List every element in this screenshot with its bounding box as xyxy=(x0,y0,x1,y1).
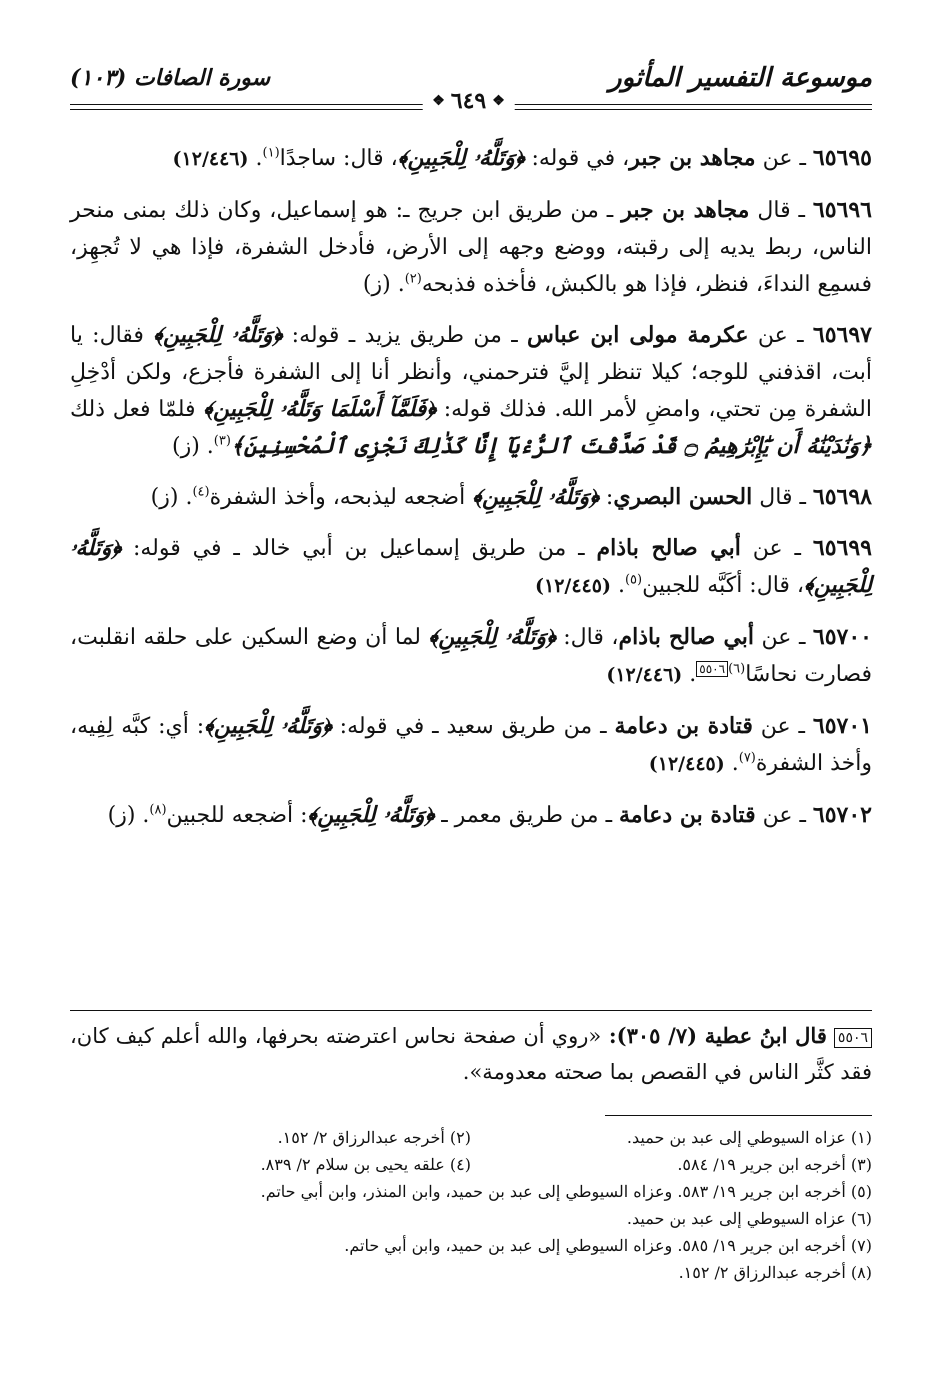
narrator-name: قتادة بن دعامة xyxy=(619,802,756,828)
footnote-row xyxy=(70,1151,872,1178)
entry-number: ٦٥٦٩٦ xyxy=(812,197,872,223)
footnote-row xyxy=(70,1124,872,1151)
main-text xyxy=(70,140,872,848)
footnote: (٦) عزاه السيوطي إلى عبد بن حميد. xyxy=(626,1209,872,1228)
entry-text: ، في قوله: xyxy=(524,146,630,171)
entry-text: أضجعه ليذبحه، وأخذ الشفرة xyxy=(209,485,473,510)
quran-verse: ﴿وَتَلَّهُۥ لِلْجَبِينِ﴾ xyxy=(472,484,599,510)
volume-page-ref: (١٢/٤٤٦) xyxy=(172,148,249,170)
entry-number: ٦٥٧٠٠ xyxy=(812,624,872,650)
volume-page-ref: (١٢/٤٤٦) xyxy=(606,664,683,686)
narration-entry xyxy=(70,619,872,694)
surah-title: سورة الصافات (١٠٣) xyxy=(70,65,271,91)
commentary-box-ref: ٥٥٠٦ xyxy=(696,661,728,677)
entry-text: ، قال: أكَبَّه للجبين xyxy=(642,573,805,598)
footnote-marker: (١) xyxy=(262,145,280,161)
entry-text: . (ز) xyxy=(150,485,193,510)
quran-verse: ﴿وَنَٰدَيْنَٰهُ أَن يَٰٓإِبْرَٰهِيمُ ۝ قَدْ صَدَّقْتَ ٱلرُّءْيَآ إِنَّا كَذَٰلِكَ نَجْزِى ٱلْمُحْسِنِينَ﴾ xyxy=(230,433,872,459)
footnote: (٨) أخرجه عبدالرزاق ٢/ ١٥٢. xyxy=(678,1263,872,1282)
narration-entry xyxy=(70,317,872,465)
narrator-name: أبي صالح باذام xyxy=(618,624,755,650)
narrator-name: أبي صالح باذام xyxy=(596,535,741,561)
commentary-ref: (٧/ ٣٠٥): xyxy=(601,1023,705,1048)
quran-verse: ﴿فَلَمَّآ أَسْلَمَا وَتَلَّهُۥ لِلْجَبِينِ﴾ xyxy=(203,396,436,422)
footnotes xyxy=(70,1124,872,1286)
entry-number: ٦٥٦٩٥ xyxy=(812,145,872,171)
ornament-icon: ❖ xyxy=(432,93,445,109)
entry-text: فقال: يا أبت، اقذفني للوجه؛ كيلا تنظر إليَّ فترحمني، وأنظر أنا إلى الشفرة فأجزع، ولكن أدْخِلِ الشفرة مِن تحتي، وامضِ لأمر الله. فذلك قوله: xyxy=(70,323,872,422)
footnote: (٣) أخرجه ابن جرير ١٩/ ٥٨٤. xyxy=(677,1155,872,1174)
commentary-separator xyxy=(70,1010,872,1011)
quran-verse: ﴿وَتَلَّهُۥ لِلْجَبِينِ﴾ xyxy=(153,322,283,348)
footnote-marker: (٤) xyxy=(192,484,210,500)
footnote-row xyxy=(70,1178,872,1205)
entry-text: : xyxy=(598,485,614,510)
footnote: (١) عزاه السيوطي إلى عبد بن حميد. xyxy=(626,1128,872,1147)
entry-text: : أضجعه للجبين xyxy=(166,803,308,828)
entry-text: ـ عن xyxy=(755,146,813,171)
entry-text: ـ من طريق إسماعيل بن أبي خالد ـ في قوله: xyxy=(121,536,597,561)
entry-text: ـ عن xyxy=(752,714,813,739)
footnote-marker: (٣) xyxy=(213,433,231,449)
commentary-box-number: ٥٥٠٦ xyxy=(834,1028,872,1048)
footnote: (٥) أخرجه ابن جرير ١٩/ ٥٨٣. وعزاه السيوطي إلى عبد بن حميد، وابن المنذر، وابن أبي حاتم. xyxy=(260,1182,872,1201)
entry-number: ٦٥٦٩٧ xyxy=(812,322,872,348)
quran-verse: ﴿وَتَلَّهُۥ لِلْجَبِينِ﴾ xyxy=(204,713,332,739)
page-number-box xyxy=(422,88,515,114)
narration-entry xyxy=(70,140,872,178)
commentary-lead: قال ابنُ عطية xyxy=(704,1023,827,1048)
footnote-separator xyxy=(605,1115,872,1116)
quran-verse: ﴿وَتَلَّهُۥ لِلْجَبِينِ﴾ xyxy=(307,802,435,828)
entry-text: . xyxy=(724,751,739,776)
narration-entry xyxy=(70,708,872,783)
footnote-marker: (٨) xyxy=(149,802,167,818)
book-title: موسوعة التفسير المأثور xyxy=(609,63,872,93)
footnote: (٤) علقه يحيى بن سلام ٢/ ٨٣٩. xyxy=(260,1155,471,1174)
commentary xyxy=(70,1018,872,1090)
entry-text: ـ عن xyxy=(748,323,813,348)
footnote-marker: (٢) xyxy=(404,271,422,287)
entry-text: . xyxy=(682,662,697,687)
narration-entry xyxy=(70,797,872,834)
entry-text: . xyxy=(248,146,263,171)
entry-number: ٦٥٧٠٢ xyxy=(812,802,872,828)
narrator-name: عكرمة مولى ابن عباس xyxy=(527,322,749,348)
narrator-name: قتادة بن دعامة xyxy=(614,713,753,739)
entry-text: ـ قال xyxy=(749,198,813,223)
footnote-marker: (٦) xyxy=(728,661,746,677)
narrator-name: مجاهد بن جبر xyxy=(621,197,750,223)
entry-text: . xyxy=(610,573,625,598)
footnote-row xyxy=(70,1232,872,1259)
entry-text: : أي: كبَّه لِفِيه، وأخذ الشفرة xyxy=(70,714,872,776)
quran-verse: ﴿وَتَلَّهُۥ لِلْجَبِينِ﴾ xyxy=(397,145,525,171)
entry-text: ـ من طريق يزيد ـ قوله: xyxy=(282,323,527,348)
volume-page-ref: (١٢/٤٤٥) xyxy=(534,575,611,597)
narrator-name: مجاهد بن جبر xyxy=(629,145,756,171)
entry-text: ـ من طريق معمر ـ xyxy=(434,803,620,828)
narration-entry xyxy=(70,479,872,516)
footnote: (٧) أخرجه ابن جرير ١٩/ ٥٨٥. وعزاه السيوطي إلى عبد بن حميد، وابن أبي حاتم. xyxy=(344,1236,872,1255)
entry-text: . (ز) xyxy=(171,434,214,459)
entry-number: ٦٥٦٩٨ xyxy=(812,484,872,510)
footnote-marker: (٧) xyxy=(738,750,756,766)
entry-text: . (ز) xyxy=(107,803,150,828)
commentary-text: «روي أن صفحة نحاس اعترضته بحرفها، والله أعلم كيف كان، فقد كثَّر الناس في القصص بما صحته معدومة». xyxy=(70,1024,872,1084)
quran-verse: ﴿وَتَلَّهُۥ لِلْجَبِينِ﴾ xyxy=(70,535,872,598)
footnote-row xyxy=(70,1259,872,1286)
entry-text: ـ قال xyxy=(752,485,813,510)
footnote-row xyxy=(70,1205,872,1232)
narration-entry xyxy=(70,192,872,303)
entry-number: ٦٥٦٩٩ xyxy=(812,535,872,561)
entry-text: ـ عن xyxy=(740,536,813,561)
entry-text: ـ عن xyxy=(754,625,813,650)
entry-text: ـ من طريق ابن جريج ـ: هو إسماعيل، وكان ذلك بمنى منحر الناس، ربط يديه إلى رقبته، ووضع وجهه إلى الأرض، فأدخل الشفرة، فإذا هي لا تُجهِز، فسمِع النداءَ، فنظر، فإذا هو بالكبش، فأخذه فذبحه xyxy=(70,198,872,297)
narration-entry xyxy=(70,530,872,605)
entry-text: ، قال: ساجدًا xyxy=(279,146,398,171)
footnote: (٢) أخرجه عبدالرزاق ٢/ ١٥٢. xyxy=(277,1128,471,1147)
footnote-marker: (٥) xyxy=(624,572,643,588)
entry-text: ـ عن xyxy=(755,803,813,828)
entry-text: فلمّا فعل ذلك xyxy=(70,397,204,422)
ornament-icon: ❖ xyxy=(492,93,505,109)
narrator-name: الحسن البصري xyxy=(613,484,753,510)
entry-number: ٦٥٧٠١ xyxy=(812,713,872,739)
quran-verse: ﴿وَتَلَّهُۥ لِلْجَبِينِ﴾ xyxy=(428,624,556,650)
entry-text: ، قال: xyxy=(555,625,619,650)
entry-text: . (ز) xyxy=(362,272,405,297)
volume-page-ref: (١٢/٤٤٥) xyxy=(648,753,725,775)
entry-text: لما أن وضع السكين على حلقه انقلبت، فصارت نحاسًا xyxy=(70,625,872,687)
page-number: ٦٤٩ xyxy=(450,88,487,114)
entry-text: ـ من طريق سعيد ـ في قوله: xyxy=(331,714,615,739)
